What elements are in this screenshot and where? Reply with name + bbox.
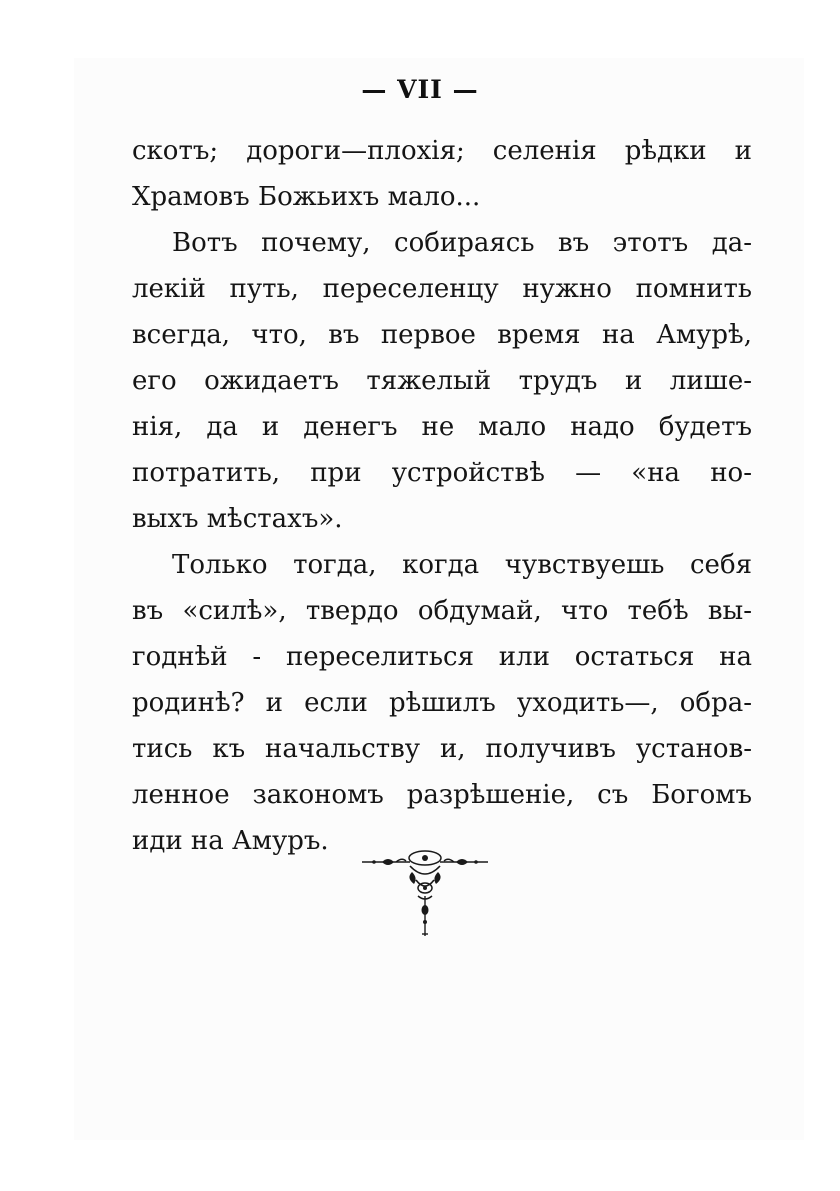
ornament-tailpiece-icon [360, 838, 490, 948]
text-line: всегда, что, въ первое время на Амурѣ, [132, 320, 752, 350]
text-line: иди на Амуръ. [132, 826, 329, 856]
text-line: скотъ; дороги—плохія; селенія рѣдки и [132, 136, 752, 166]
text-line: нія, да и денегъ не мало надо будетъ [132, 412, 752, 442]
body-text [132, 128, 752, 864]
text-line: потратить, при устройствѣ — «на но- [132, 458, 752, 488]
text-line: его ожидаетъ тяжелый трудъ и лише- [132, 366, 752, 396]
text-line: Храмовъ Божьихъ мало... [132, 182, 481, 212]
text-line: лекій путь, переселенцу нужно помнить [132, 274, 752, 304]
text-line: Вотъ почему, собираясь въ этотъ да- [172, 228, 752, 258]
text-line: въ «силѣ», твердо обдумай, что тебѣ вы- [132, 596, 752, 626]
page-number: — VII — [361, 75, 479, 104]
text-line: годнѣй - переселиться или остаться на [132, 642, 752, 672]
text-line: родинѣ? и если рѣшилъ уходить—, обра- [132, 688, 752, 718]
text-line: тись къ начальству и, получивъ установ- [132, 734, 752, 764]
text-line: Только тогда, когда чувствуешь себя [172, 550, 752, 580]
text-line: ленное закономъ разрѣшеніе, съ Богомъ [132, 780, 752, 810]
text-line: выхъ мѣстахъ». [132, 504, 343, 534]
